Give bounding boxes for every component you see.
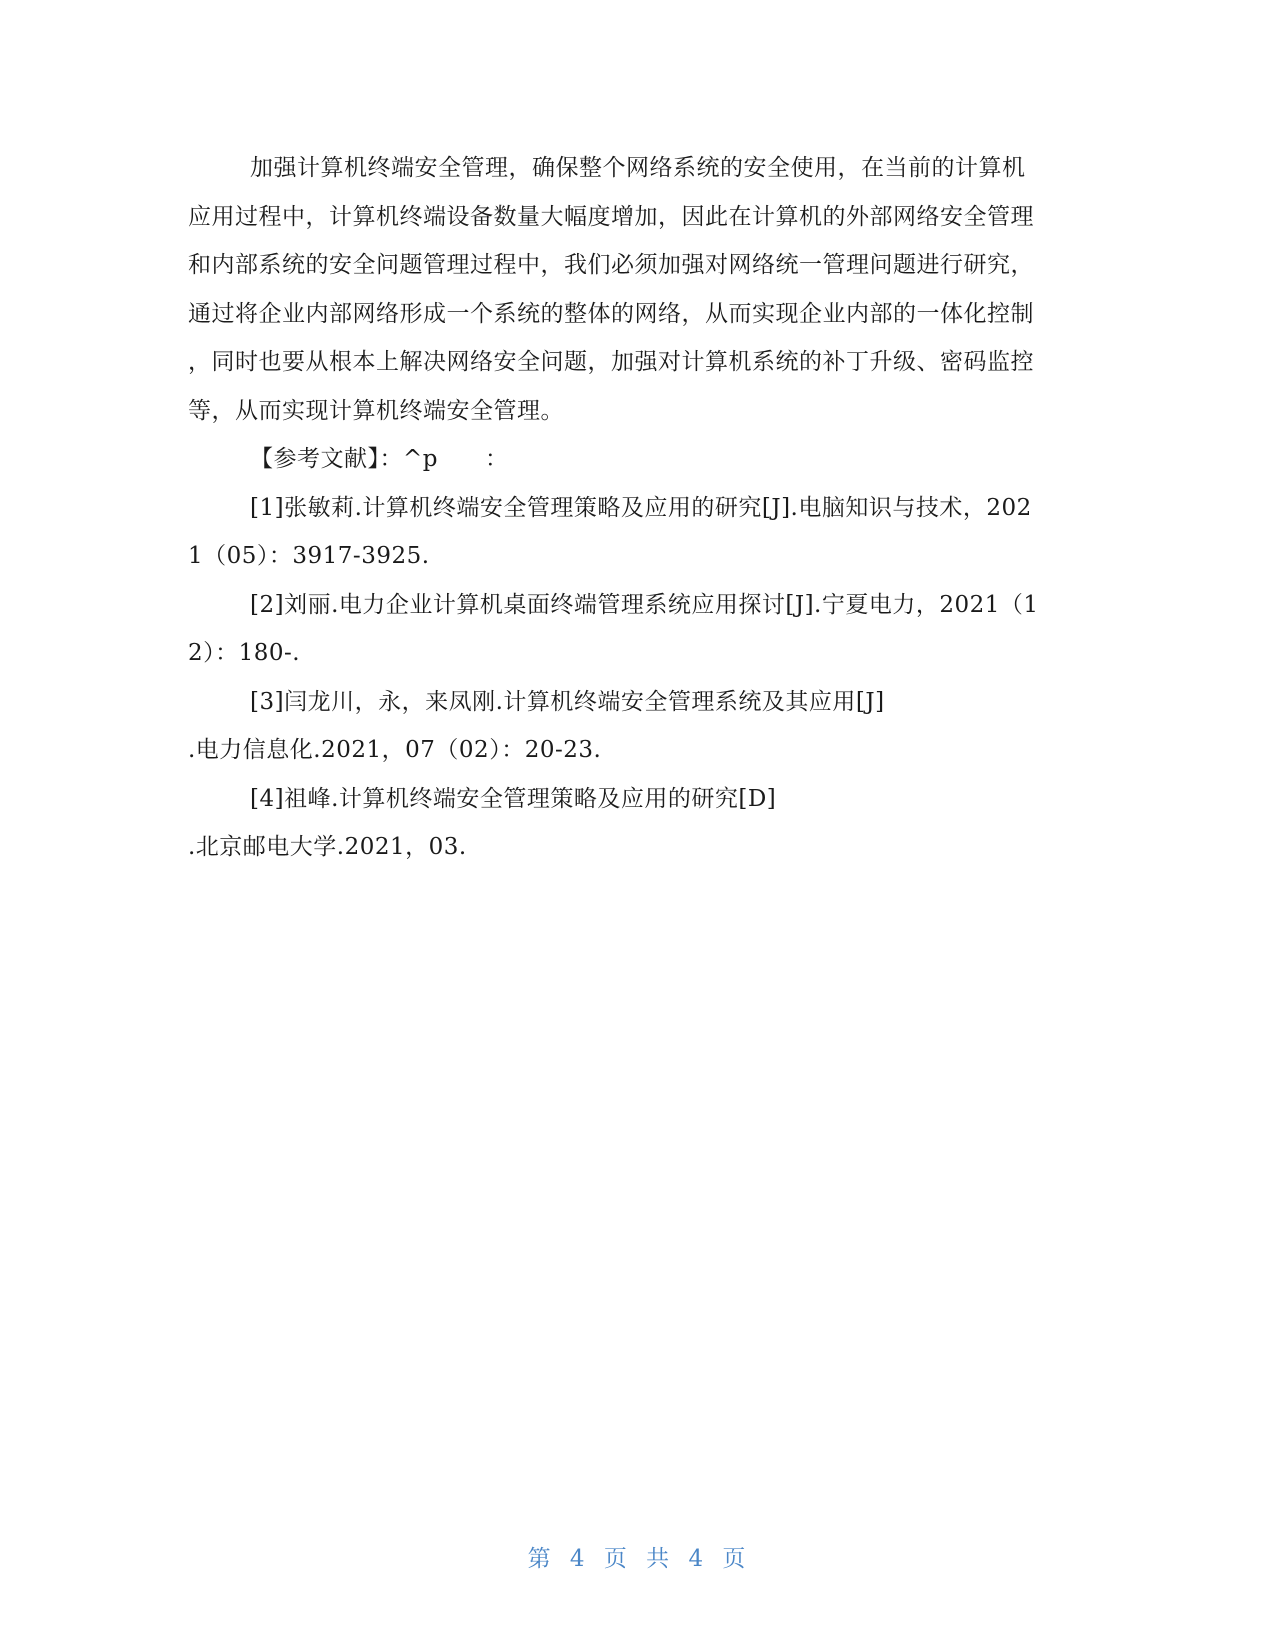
document-body — [188, 144, 1088, 872]
reference-line: 2）：180-. — [188, 640, 301, 666]
reference-item — [188, 775, 1088, 872]
reference-line: [1]张敏莉.计算机终端安全管理策略及应用的研究[J].电脑知识与技术，202 — [250, 494, 1032, 521]
reference-item — [188, 484, 1088, 581]
reference-line: [3]闫龙川，永，来凤刚.计算机终端安全管理系统及其应用[J] — [250, 688, 885, 715]
paragraph-line: 和内部系统的安全问题管理过程中，我们必须加强对网络统一管理问题进行研究， — [188, 252, 1034, 278]
reference-item — [188, 581, 1088, 678]
paragraph-line: 等，从而实现计算机终端安全管理。 — [188, 397, 564, 424]
reference-line: 1（05）：3917-3925. — [188, 543, 430, 569]
references-heading: 【参考文献】：^p ： — [250, 446, 509, 472]
body-paragraph — [188, 144, 1088, 435]
paragraph-line: 通过将企业内部网络形成一个系统的整体的网络，从而实现企业内部的一体化控制 — [188, 300, 1034, 327]
reference-line: .电力信息化.2021，07（02）：20-23. — [188, 737, 602, 763]
reference-line: [2]刘丽.电力企业计算机桌面终端管理系统应用探讨[J].宁夏电力，2021（1 — [250, 591, 1039, 618]
paragraph-line: 应用过程中，计算机终端设备数量大幅度增加，因此在计算机的外部网络安全管理 — [188, 203, 1034, 230]
page-number-footer: 第 4 页 共 4 页 — [527, 1546, 748, 1572]
paragraph-line: ，同时也要从根本上解决网络安全问题，加强对计算机系统的补丁升级、密码监控 — [188, 349, 1034, 375]
paragraph-line: 加强计算机终端安全管理，确保整个网络系统的安全使用，在当前的计算机 — [250, 155, 1026, 181]
reference-line: .北京邮电大学.2021，03. — [188, 834, 467, 860]
reference-item — [188, 678, 1088, 775]
reference-line: [4]祖峰.计算机终端安全管理策略及应用的研究[D] — [250, 785, 777, 812]
